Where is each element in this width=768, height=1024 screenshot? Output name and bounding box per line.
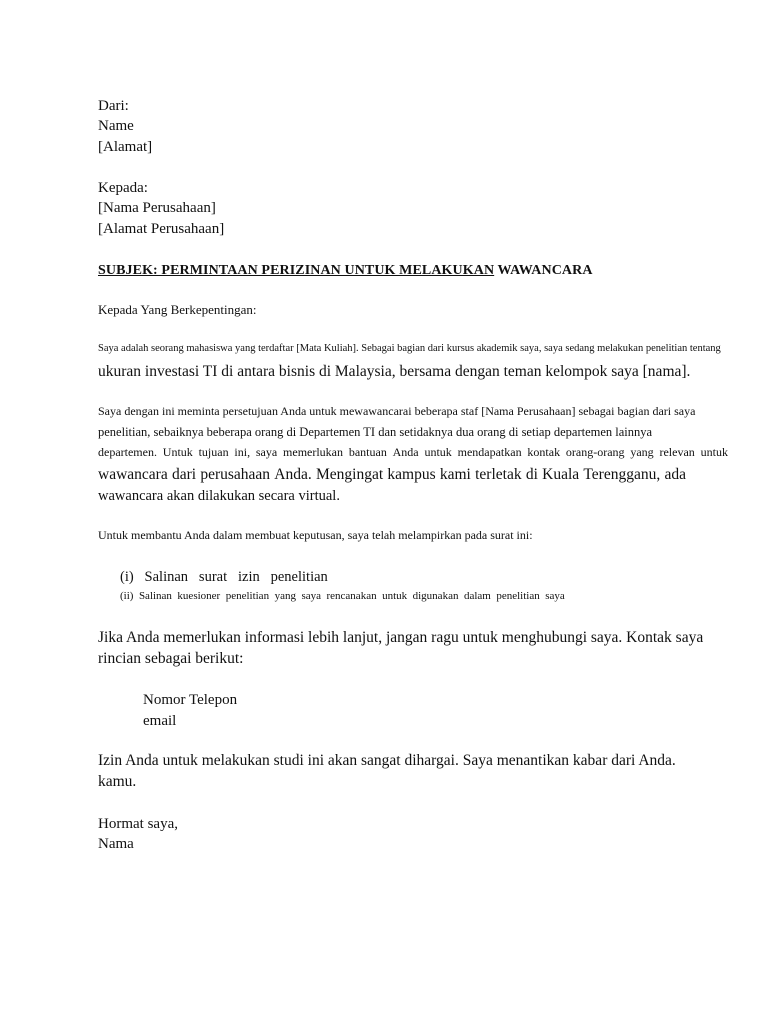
word: kampus (387, 466, 436, 483)
paragraph2-line5: wawancara akan dilakukan secara virtual. (98, 488, 340, 504)
word: wawancara (98, 466, 168, 483)
word: Untuk (162, 445, 193, 459)
word: bantuan (348, 445, 387, 459)
word: di (525, 466, 538, 483)
paragraph1-line1: Saya adalah seorang mahasiswa yang terdaftar [Mata Kuliah]. Sebagai bagian dari kursus akademik saya, saya sedang melakukan penelitian tentang (98, 343, 721, 354)
word: perusahaan (200, 466, 271, 483)
signoff-name: Nama (98, 836, 134, 852)
signoff-closing: Hormat saya, (98, 816, 178, 832)
attachments-intro: Untuk membantu Anda dalam membuat keputusan, saya telah melampirkan pada surat ini: (98, 528, 533, 542)
word: mendapatkan (457, 445, 522, 459)
recipient-company: [Nama Perusahaan] (98, 200, 216, 216)
word: dari (171, 466, 197, 483)
word: memerlukan (283, 445, 344, 459)
word: untuk (700, 445, 728, 459)
word: Terengganu, (583, 466, 661, 483)
subject-rest: WAWANCARA (494, 263, 593, 278)
word: yang (630, 445, 654, 459)
word: Anda. (274, 466, 312, 483)
recipient-label: Kepada: (98, 180, 148, 196)
subject-line (98, 261, 593, 281)
word: ada (664, 466, 686, 483)
word: terletak (475, 466, 522, 483)
sender-label: Dari: (98, 98, 129, 114)
word: orang-orang (565, 445, 625, 459)
attachment-item-2: (ii) Salinan kuesioner penelitian yang saya rencanakan untuk digunakan dalam penelitian saya (120, 590, 565, 602)
attachment-item-1: (i) Salinan surat izin penelitian (120, 569, 328, 585)
word: kami (439, 466, 471, 483)
contact-paragraph-line1: Jika Anda memerlukan informasi lebih lanjut, jangan ragu untuk menghubungi saya. Kontak saya (98, 629, 704, 646)
sender-address: [Alamat] (98, 139, 153, 155)
word: saya (255, 445, 278, 459)
word: tujuan (198, 445, 229, 459)
word: untuk (424, 445, 452, 459)
subject-underlined: SUBJEK: PERMINTAAN PERIZINAN UNTUK MELAKUKAN (98, 263, 495, 278)
paragraph2-line1: Saya dengan ini meminta persetujuan Anda untuk mewawancarai beberapa staf [Nama Perusahaan] sebagai bagian dari saya (98, 404, 696, 418)
contact-phone: Nomor Telepon (143, 692, 238, 708)
word: Kuala (542, 466, 580, 483)
word: kontak (527, 445, 561, 459)
word: departemen. (98, 445, 157, 459)
paragraph2-line3 (98, 444, 728, 460)
paragraph2-line2: penelitian, sebaiknya beberapa orang di Departemen TI dan setidaknya dua orang di setiap departemen lainnya (98, 425, 653, 439)
recipient-company-address: [Alamat Perusahaan] (98, 221, 225, 237)
contact-email: email (143, 713, 177, 729)
word: ini, (234, 445, 251, 459)
contact-paragraph-line2: rincian sebagai berikut: (98, 650, 244, 667)
word: Mengingat (315, 466, 384, 483)
closing-paragraph-line1: Izin Anda untuk melakukan studi ini akan sangat dihargai. Saya menantikan kabar dari Anda. (98, 752, 676, 769)
paragraph2-line4 (98, 465, 686, 485)
sender-name: Name (98, 118, 134, 134)
salutation: Kepada Yang Berkepentingan: (98, 302, 257, 317)
word: relevan (659, 445, 695, 459)
word: Anda (392, 445, 419, 459)
paragraph1-line2: ukuran investasi TI di antara bisnis di Malaysia, bersama dengan teman kelompok saya [nama]. (98, 363, 691, 380)
closing-paragraph-line2: kamu. (98, 773, 137, 790)
